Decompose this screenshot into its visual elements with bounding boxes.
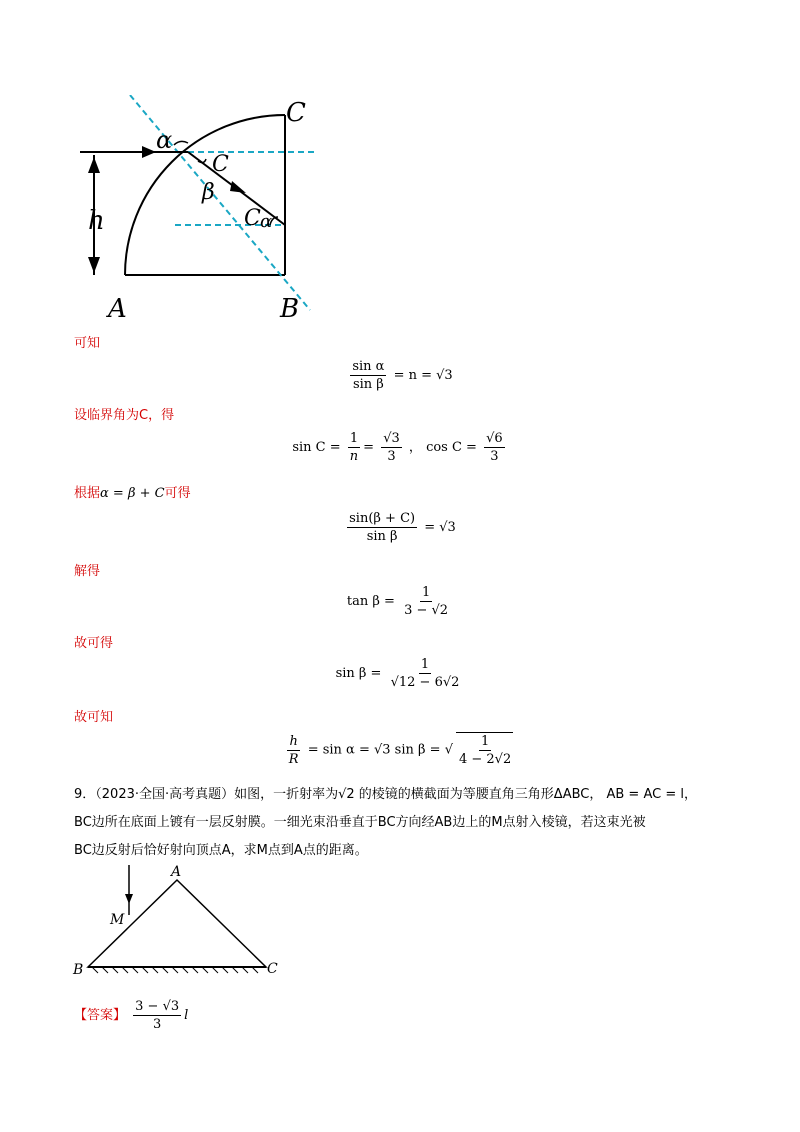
label-A: A (108, 294, 127, 324)
eq4-lhs: tan β = (346, 594, 395, 609)
equation-critical-angle: sin C = $\frac{1}{n}$ = $\frac{√3}{3}$ ， cos C = $\frac{√6}{3}$ (292, 431, 503, 464)
eq2-f2-den: 3 (387, 449, 396, 464)
eq3-den: sin β (366, 529, 398, 544)
label-h: h (88, 206, 105, 236)
eq2-f1-num: 1 (349, 431, 359, 446)
h-arrow-down (88, 257, 100, 273)
question-line-1: 9．（2023·全国·高考真题）如图，一折射率为√2 的棱镜的横截面为等腰直角三角形ΔABC， AB = AC = l， (74, 787, 697, 802)
equation-tan-beta (0, 584, 800, 619)
eq4-den: 3 − √2 (404, 603, 449, 618)
figure-triangle-prism (70, 860, 290, 985)
answer-den: 3 (153, 1017, 162, 1032)
question-line-3: BC边反射后恰好射向顶点A，求M点到A点的距离。 (74, 843, 368, 858)
refracted-arrowhead (230, 181, 246, 193)
label-c-lower: C (244, 206, 261, 231)
label-alpha-lower: α (260, 211, 273, 232)
step3-pre: 根据 (74, 486, 101, 501)
answer-tail: l (184, 1008, 189, 1023)
step-label-5: 故可得 (74, 636, 114, 651)
tri-label-A: A (171, 864, 182, 880)
answer (74, 998, 188, 1033)
eq2-f2-num: √3 (383, 431, 400, 446)
equation-h-over-r: $\frac{h}{R}$ = sin α = √3 sin β = √ $\frac{1}{4 - 2√2}$ (288, 733, 512, 767)
eq3-num: sin(β + C) (349, 511, 416, 526)
label-c-upper: C (212, 152, 229, 177)
label-C: C (286, 98, 306, 128)
step-label-3 (74, 482, 191, 501)
answer-tag: 【答案】 (74, 1008, 127, 1023)
equation-sine-sum (0, 510, 800, 545)
step-label-2: 设临界角为C，得 (74, 408, 175, 423)
eq6-num: h (289, 733, 298, 749)
eq5-num: 1 (420, 657, 430, 672)
step-label-6: 故可知 (74, 710, 114, 725)
tri-label-C: C (267, 961, 278, 977)
eq2-f1-den: n (349, 449, 359, 464)
tri-label-B: B (73, 962, 84, 978)
step-label-4: 解得 (74, 564, 101, 579)
eq5-lhs: sin β = (335, 666, 382, 681)
eq6-rden: 4 − 2√2 (458, 752, 512, 767)
eq6-den: R (288, 751, 299, 767)
figure-quarter-circle-prism (70, 95, 330, 325)
eq6-rnum: 1 (480, 734, 490, 749)
eq2-sep: ， (408, 440, 422, 455)
answer-num: 3 − √3 (135, 999, 180, 1014)
eq2-lhs: sin C = (292, 440, 341, 455)
tri-label-M: M (110, 912, 125, 928)
eq1-rest: = n = √3 (393, 368, 453, 383)
eq4-num: 1 (421, 585, 431, 600)
label-alpha: α (156, 126, 173, 154)
equation-sin-beta (0, 656, 800, 691)
eq1-den: sin β (352, 377, 384, 392)
step3-post: 可得 (164, 486, 191, 501)
label-B: B (280, 294, 300, 324)
eq5-den: √12 − 6√2 (390, 675, 460, 690)
eq2-cos: cos C = (426, 440, 477, 455)
angle-arc-alpha (174, 141, 188, 145)
eq1-num: sin α (352, 359, 385, 374)
eq6-mid: = sin α = √3 sin β = (307, 742, 441, 758)
eq2-f3-den: 3 (490, 449, 499, 464)
label-beta: β (202, 180, 215, 205)
eq3-rest: = √3 (424, 520, 456, 535)
eq2-f3-num: √6 (486, 431, 503, 446)
incident-arrow (125, 894, 133, 904)
step-label-1: 可知 (74, 336, 101, 351)
h-arrow-up (88, 157, 100, 173)
step3-eq: α = β + C (100, 486, 165, 501)
equation-snell (0, 358, 800, 393)
question-line-2: BC边所在底面上镀有一层反射膜。一细光束沿垂直于BC方向经AB边上的M点射入棱镜，若这束光被 (74, 815, 646, 830)
incident-arrowhead (142, 146, 156, 158)
